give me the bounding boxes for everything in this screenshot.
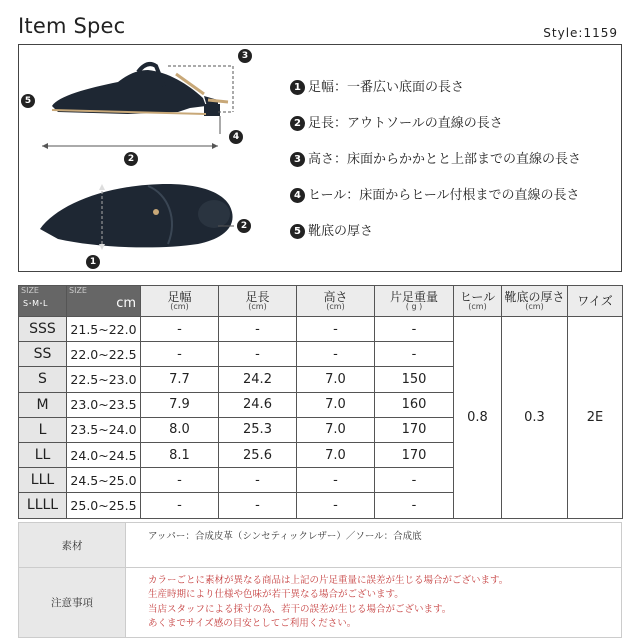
- shoe-side-view: [52, 64, 228, 116]
- info-table: [18, 522, 622, 638]
- shoe-top-view: [40, 184, 233, 247]
- table-row: SS 22.0~22.5 - - - -: [19, 342, 623, 367]
- heel-value: 0.8: [454, 317, 502, 519]
- note-text: 足長：アウトソールの直線の長さ: [308, 116, 503, 131]
- table-row: L 23.5~24.0 8.0 25.3 7.0 170: [19, 417, 623, 442]
- badge-sole: 5: [21, 94, 35, 108]
- shoe-illustration: [18, 44, 288, 272]
- note-number: 4: [290, 188, 305, 203]
- notice-list: [126, 568, 622, 638]
- page-title: Item Spec: [18, 14, 126, 38]
- table-row: S 22.5~23.0 7.7 24.2 7.0 150: [19, 367, 623, 392]
- note-number: 3: [290, 152, 305, 167]
- header-length: 足長 (cm): [219, 286, 297, 317]
- note-height: [290, 148, 581, 167]
- style-number: Style:1159: [543, 26, 618, 40]
- material-value: アッパー：合成皮革（シンセティックレザー）／ソール：合成底: [126, 523, 622, 568]
- badge-heel: 4: [229, 130, 243, 144]
- notice-item: 当店スタッフによる採寸の為、若干の誤差が生じる場合がございます。: [148, 603, 452, 615]
- wise-value: 2E: [568, 317, 623, 519]
- badge-length-side: 2: [124, 152, 138, 166]
- note-number: 5: [290, 224, 305, 239]
- header-heel: ヒール (cm): [454, 286, 502, 317]
- note-number: 1: [290, 80, 305, 95]
- corner-size-sml: SIZE S･M･L: [19, 286, 67, 317]
- table-row: LLLL 25.0~25.5 - - - -: [19, 493, 623, 518]
- header-sole: 靴底の厚さ (cm): [502, 286, 568, 317]
- note-length: [290, 112, 503, 131]
- badge-width: 1: [86, 255, 100, 269]
- note-text: ヒール：床面からヒール付根までの直線の長さ: [308, 188, 580, 203]
- notice-item: 生産時期により仕様や色味が若干異なる場合がございます。: [148, 589, 404, 601]
- notice-item: カラーごとに素材が異なる商品は上記の片足重量に誤差が生じる場合がございます。: [148, 575, 509, 586]
- material-row: [19, 523, 622, 568]
- notice-row: [19, 568, 622, 638]
- note-text: 高さ：床面からかかとと上部までの直線の長さ: [308, 152, 582, 167]
- note-heel: [290, 184, 579, 203]
- material-label: 素材: [19, 523, 126, 568]
- size-table: [18, 285, 623, 519]
- header-wise: ワイズ: [568, 286, 623, 317]
- table-row: LLL 24.5~25.0 - - - -: [19, 468, 623, 493]
- note-number: 2: [290, 116, 305, 131]
- sole-value: 0.3: [502, 317, 568, 519]
- badge-height: 3: [238, 49, 252, 63]
- note-sole: [290, 220, 373, 239]
- corner-size-cm: SIZE cm: [67, 286, 141, 317]
- table-row: SSS 21.5~22.0 - - - - 0.8 0.3 2E: [19, 317, 623, 342]
- notice-item: あくまでサイズ感の目安としてご利用ください。: [148, 617, 357, 629]
- note-width: [290, 76, 464, 95]
- header-width: 足幅 (cm): [141, 286, 219, 317]
- badge-length-top: 2: [237, 219, 251, 233]
- table-row: LL 24.0~24.5 8.1 25.6 7.0 170: [19, 442, 623, 467]
- note-text: 靴底の厚さ: [308, 224, 374, 239]
- header-weight: 片足重量 ( g ): [375, 286, 454, 317]
- notice-label: 注意事項: [19, 568, 126, 638]
- header-height: 高さ (cm): [297, 286, 375, 317]
- note-text: 足幅：一番広い底面の長さ: [308, 80, 465, 95]
- table-header-row: [19, 286, 623, 317]
- table-row: M 23.0~23.5 7.9 24.6 7.0 160: [19, 392, 623, 417]
